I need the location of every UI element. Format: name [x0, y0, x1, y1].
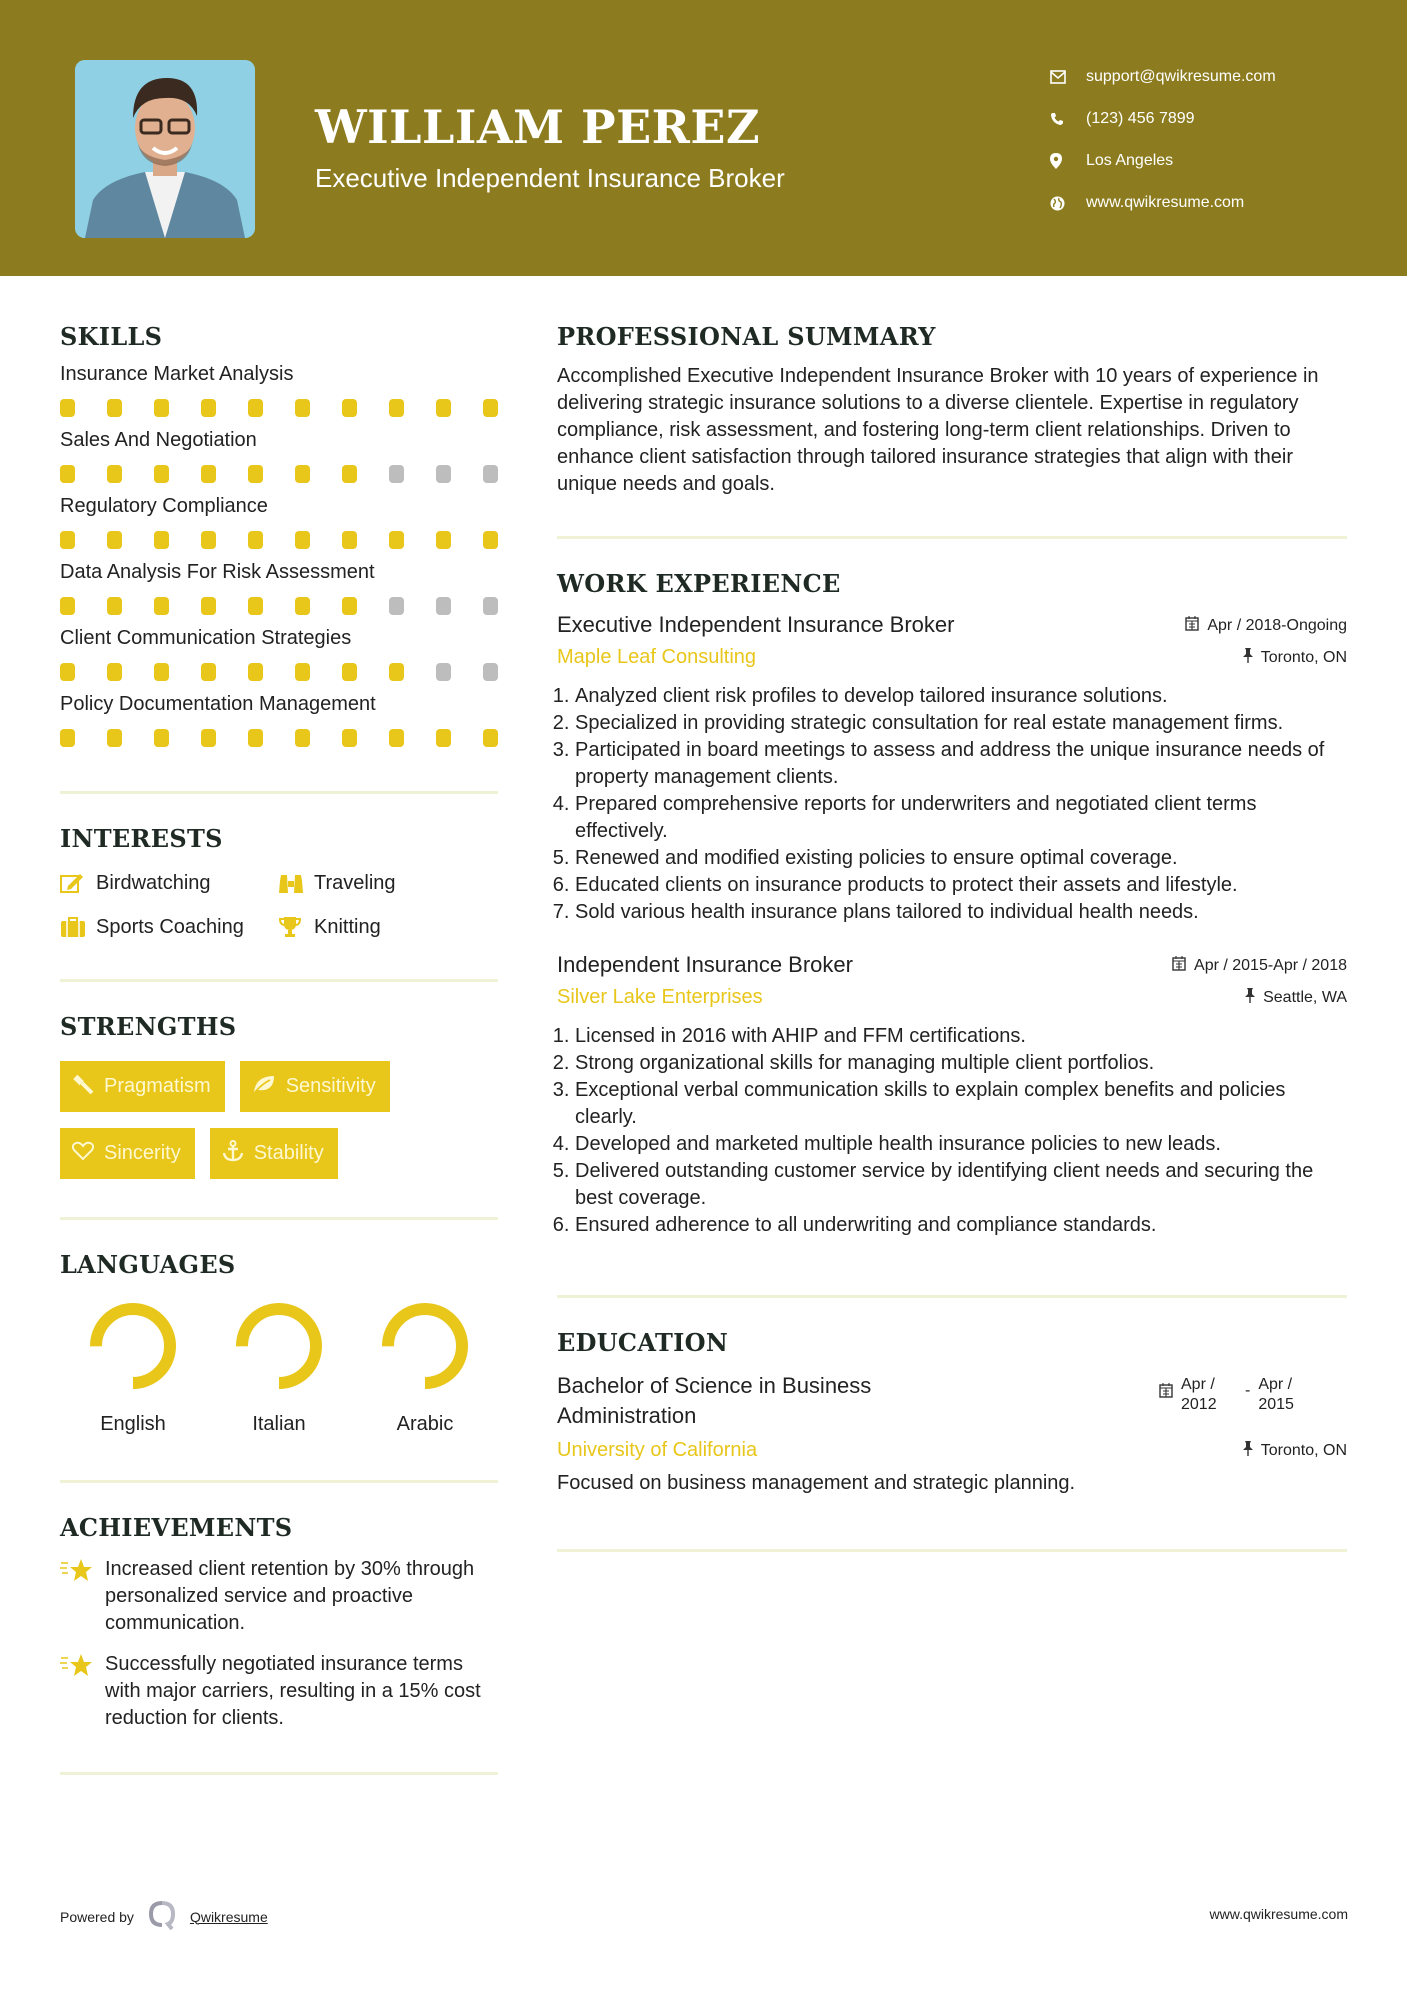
interest-label: Birdwatching — [96, 871, 211, 894]
globe-icon — [1050, 196, 1086, 211]
skill-dot — [483, 399, 498, 417]
section-divider — [60, 1480, 498, 1483]
education-location — [1243, 1441, 1347, 1461]
job-date-text: Apr / 2018-Ongoing — [1207, 617, 1347, 634]
pushpin-icon — [1243, 648, 1253, 668]
skill-dot — [389, 531, 404, 549]
bullet-item: 6. Educated clients on insurance products to protect their assets and lifestyle. — [575, 872, 1347, 899]
gavel-icon — [72, 1073, 94, 1101]
job-title: Independent Insurance Broker — [557, 952, 853, 977]
job-date-text: Apr / 2015-Apr / 2018 — [1194, 957, 1347, 974]
contact-email[interactable] — [1050, 56, 1276, 98]
skill-dot — [295, 465, 310, 483]
briefcase-icon — [60, 916, 96, 938]
skill-dot — [436, 729, 451, 747]
bullet-item: 2. Strong organizational skills for managing multiple client portfolios. — [575, 1050, 1347, 1077]
job-entry — [557, 952, 1347, 1239]
skill-dot — [107, 399, 122, 417]
strengths-heading: STRENGTHS — [60, 1012, 237, 1041]
heart-icon — [72, 1141, 94, 1167]
education-description: Focused on business management and strategic planning. — [557, 1472, 1076, 1494]
skill-dot — [201, 597, 216, 615]
languages-heading: LANGUAGES — [60, 1250, 236, 1279]
summary-text: Accomplished Executive Independent Insurance Broker with 10 years of experience in delivering strategic insurance solutions to a diverse clientele. Expertise in regulatory compliance, risk assessment, and fostering long-term client relationships. Driven to enhance client satisfaction through tailored insurance strategies that align with their unique needs and goals. — [557, 365, 1319, 495]
job-location-text: Toronto, ON — [1260, 649, 1347, 666]
skill-dot — [107, 465, 122, 483]
bullet-item: 3. Exceptional verbal communication skills to explain complex benefits and policies clearly. — [575, 1077, 1347, 1131]
skill-item — [60, 363, 498, 417]
skill-dot — [342, 663, 357, 681]
skill-dot — [342, 465, 357, 483]
skill-dot — [201, 729, 216, 747]
header-banner — [0, 0, 1407, 276]
job-date — [1185, 616, 1347, 636]
bullet-item: 1. Licensed in 2016 with AHIP and FFM certifications. — [575, 1023, 1347, 1050]
summary-heading: PROFESSIONAL SUMMARY — [557, 322, 936, 351]
skill-dot — [154, 399, 169, 417]
calendar-icon — [1185, 616, 1199, 636]
achievements-heading: ACHIEVEMENTS — [60, 1513, 293, 1542]
strength-badge — [60, 1128, 195, 1179]
leaf-icon — [252, 1074, 276, 1100]
skill-dot — [295, 663, 310, 681]
interest-label: Traveling — [314, 871, 396, 894]
section-divider — [557, 536, 1347, 539]
contact-website-text: www.qwikresume.com — [1086, 194, 1245, 211]
skill-dot — [389, 729, 404, 747]
strength-label: Pragmatism — [104, 1075, 211, 1097]
bullet-item: 2. Specialized in providing strategic consultation for real estate management firms. — [575, 710, 1347, 737]
language-item — [352, 1301, 498, 1436]
job-entry — [557, 612, 1347, 926]
skill-label: Policy Documentation Management — [60, 693, 376, 715]
strength-badge — [240, 1061, 390, 1112]
skill-rating — [60, 597, 498, 615]
skill-dot — [60, 729, 75, 747]
skill-dot — [201, 531, 216, 549]
job-location — [1245, 988, 1347, 1008]
profile-photo — [75, 60, 255, 238]
footer-website[interactable]: www.qwikresume.com — [1209, 1906, 1348, 1922]
skill-item — [60, 561, 498, 615]
candidate-title: Executive Independent Insurance Broker — [315, 163, 785, 193]
language-label: Italian — [252, 1413, 306, 1435]
contact-email-text: support@qwikresume.com — [1086, 68, 1276, 85]
phone-icon — [1050, 112, 1086, 126]
languages-list — [60, 1301, 498, 1436]
skill-dot — [483, 597, 498, 615]
skill-dot — [60, 663, 75, 681]
education-heading: EDUCATION — [557, 1328, 729, 1357]
skill-dot — [201, 663, 216, 681]
pushpin-icon — [1245, 988, 1255, 1008]
interest-item — [60, 913, 278, 941]
skill-dot — [436, 597, 451, 615]
skill-item — [60, 627, 498, 681]
section-divider — [60, 1217, 498, 1220]
skill-dot — [342, 399, 357, 417]
job-bullets — [557, 683, 1347, 926]
skill-dot — [436, 663, 451, 681]
calendar-icon — [1159, 1383, 1173, 1403]
edit-icon — [60, 872, 96, 894]
interest-label: Knitting — [314, 915, 381, 938]
skills-heading: SKILLS — [60, 322, 163, 351]
skill-dot — [248, 465, 263, 483]
skill-dot — [60, 597, 75, 615]
envelope-icon — [1050, 70, 1086, 84]
pushpin-icon — [1243, 1441, 1253, 1461]
bullet-item: 5. Renewed and modified existing policies to ensure optimal coverage. — [575, 845, 1347, 872]
strength-label: Stability — [253, 1142, 324, 1164]
company-name: Maple Leaf Consulting — [557, 646, 757, 668]
contact-website[interactable] — [1050, 182, 1276, 224]
education-location-text: Toronto, ON — [1260, 1442, 1347, 1459]
skill-dot — [295, 531, 310, 549]
star-icon — [60, 1556, 105, 1637]
skill-dot — [483, 663, 498, 681]
skill-label: Regulatory Compliance — [60, 495, 268, 517]
bullet-item: 4. Developed and marketed multiple health insurance policies to new leads. — [575, 1131, 1347, 1158]
bullet-item: 6. Ensured adherence to all underwriting and compliance standards. — [575, 1212, 1347, 1239]
skill-dot — [107, 729, 122, 747]
school-name: University of California — [557, 1439, 758, 1461]
interests-heading: INTERESTS — [60, 824, 223, 853]
powered-by-text: Powered by — [60, 1908, 134, 1925]
skill-dot — [154, 531, 169, 549]
strengths-list — [60, 1061, 498, 1179]
skill-dot — [483, 465, 498, 483]
skill-dot — [295, 399, 310, 417]
calendar-icon — [1172, 956, 1186, 976]
skill-item — [60, 693, 498, 747]
skill-dot — [107, 597, 122, 615]
skill-dot — [201, 465, 216, 483]
qwikresume-link[interactable]: Qwikresume — [189, 1908, 268, 1925]
skill-dot — [389, 663, 404, 681]
skill-dot — [107, 531, 122, 549]
section-divider — [557, 1549, 1347, 1552]
bullet-item: 7. Sold various health insurance plans tailored to individual health needs. — [575, 899, 1347, 926]
bullet-item: 3. Participated in board meetings to assess and address the unique insurance needs of property management clients. — [575, 737, 1347, 791]
achievement-text: Increased client retention by 30% through personalized service and proactive communication. — [105, 1558, 475, 1634]
right-column — [557, 322, 1347, 1552]
skill-dot — [436, 531, 451, 549]
job-location-text: Seattle, WA — [1263, 989, 1347, 1006]
left-column — [60, 322, 498, 1775]
skill-dot — [436, 399, 451, 417]
strength-badge — [60, 1061, 225, 1112]
interests-list — [60, 869, 498, 941]
skill-label: Client Communication Strategies — [60, 627, 352, 649]
skill-dot — [248, 597, 263, 615]
skill-dot — [248, 663, 263, 681]
skills-list — [60, 363, 498, 747]
bullet-item: 1. Analyzed client risk profiles to develop tailored insurance solutions. — [575, 683, 1347, 710]
candidate-name: WILLIAM PEREZ — [315, 100, 761, 154]
language-label: Arabic — [396, 1413, 454, 1435]
skill-rating — [60, 531, 498, 549]
strength-label: Sensitivity — [285, 1075, 376, 1097]
skill-dot — [389, 399, 404, 417]
interest-item — [60, 869, 278, 897]
skill-dot — [483, 729, 498, 747]
footer-powered-by — [60, 1900, 268, 1933]
skill-rating — [60, 729, 498, 747]
section-divider — [557, 1295, 1347, 1298]
skill-label: Data Analysis For Risk Assessment — [60, 561, 375, 583]
degree-title: Bachelor of Science in Business Administration — [557, 1373, 872, 1428]
skill-dot — [107, 663, 122, 681]
skill-dot — [389, 597, 404, 615]
contact-phone[interactable] — [1050, 98, 1276, 140]
skill-dot — [342, 531, 357, 549]
strength-label: Sincerity — [104, 1142, 181, 1164]
skill-rating — [60, 663, 498, 681]
skill-dot — [60, 465, 75, 483]
section-divider — [60, 1772, 498, 1775]
skill-dot — [436, 465, 451, 483]
star-icon — [60, 1651, 105, 1732]
skill-dot — [389, 465, 404, 483]
contact-location — [1050, 140, 1276, 182]
job-date — [1172, 956, 1347, 976]
skill-rating — [60, 465, 498, 483]
map-pin-icon — [1050, 153, 1086, 169]
company-name: Silver Lake Enterprises — [557, 986, 763, 1008]
portrait-image — [75, 60, 255, 238]
skill-dot — [248, 531, 263, 549]
achievement-item — [60, 1556, 498, 1637]
achievement-text: Successfully negotiated insurance terms with major carriers, resulting in a 15% cost reduction for clients. — [105, 1653, 481, 1729]
skill-dot — [342, 597, 357, 615]
skill-item — [60, 429, 498, 483]
skill-dot — [248, 399, 263, 417]
skill-dot — [154, 729, 169, 747]
section-divider — [60, 979, 498, 982]
language-item — [60, 1301, 206, 1436]
anchor-icon — [222, 1140, 244, 1168]
achievements-list — [60, 1556, 498, 1732]
skill-dot — [154, 465, 169, 483]
skill-label: Insurance Market Analysis — [60, 363, 294, 385]
language-progress-ring — [380, 1301, 470, 1391]
education-entry — [557, 1371, 1347, 1497]
job-bullets — [557, 1023, 1347, 1239]
trophy-icon — [278, 915, 314, 939]
bullet-item: 5. Delivered outstanding customer service by identifying client needs and securing the best coverage. — [575, 1158, 1347, 1212]
interest-item — [278, 869, 498, 897]
language-progress-ring — [234, 1301, 324, 1391]
interest-item — [278, 913, 498, 941]
contact-location-text: Los Angeles — [1086, 152, 1174, 169]
education-end: Apr / 2015 — [1258, 1376, 1294, 1413]
skill-dot — [60, 399, 75, 417]
skill-label: Sales And Negotiation — [60, 429, 257, 451]
skill-dot — [295, 729, 310, 747]
education-date — [1159, 1375, 1309, 1415]
qwikresume-logo-icon — [148, 1900, 176, 1933]
job-title: Executive Independent Insurance Broker — [557, 612, 955, 637]
date-separator: - — [1245, 1382, 1251, 1399]
language-progress-ring — [88, 1301, 178, 1391]
strength-badge — [210, 1128, 338, 1179]
bullet-item: 4. Prepared comprehensive reports for underwriters and negotiated client terms effectively. — [575, 791, 1347, 845]
skill-rating — [60, 399, 498, 417]
section-divider — [60, 791, 498, 794]
experience-heading: WORK EXPERIENCE — [557, 569, 841, 598]
skill-dot — [60, 531, 75, 549]
language-label: English — [100, 1413, 166, 1435]
skill-dot — [248, 729, 263, 747]
skill-dot — [483, 531, 498, 549]
skill-dot — [154, 597, 169, 615]
contact-list — [1050, 56, 1276, 224]
skill-dot — [342, 729, 357, 747]
job-location — [1243, 648, 1347, 668]
achievement-item — [60, 1651, 498, 1732]
education-start: Apr / 2012 — [1181, 1376, 1217, 1413]
skill-dot — [201, 399, 216, 417]
skill-dot — [295, 597, 310, 615]
binoculars-icon — [278, 871, 314, 895]
interest-label: Sports Coaching — [96, 915, 244, 938]
language-item — [206, 1301, 352, 1436]
contact-phone-text: (123) 456 7899 — [1086, 110, 1195, 127]
skill-dot — [154, 663, 169, 681]
skill-item — [60, 495, 498, 549]
